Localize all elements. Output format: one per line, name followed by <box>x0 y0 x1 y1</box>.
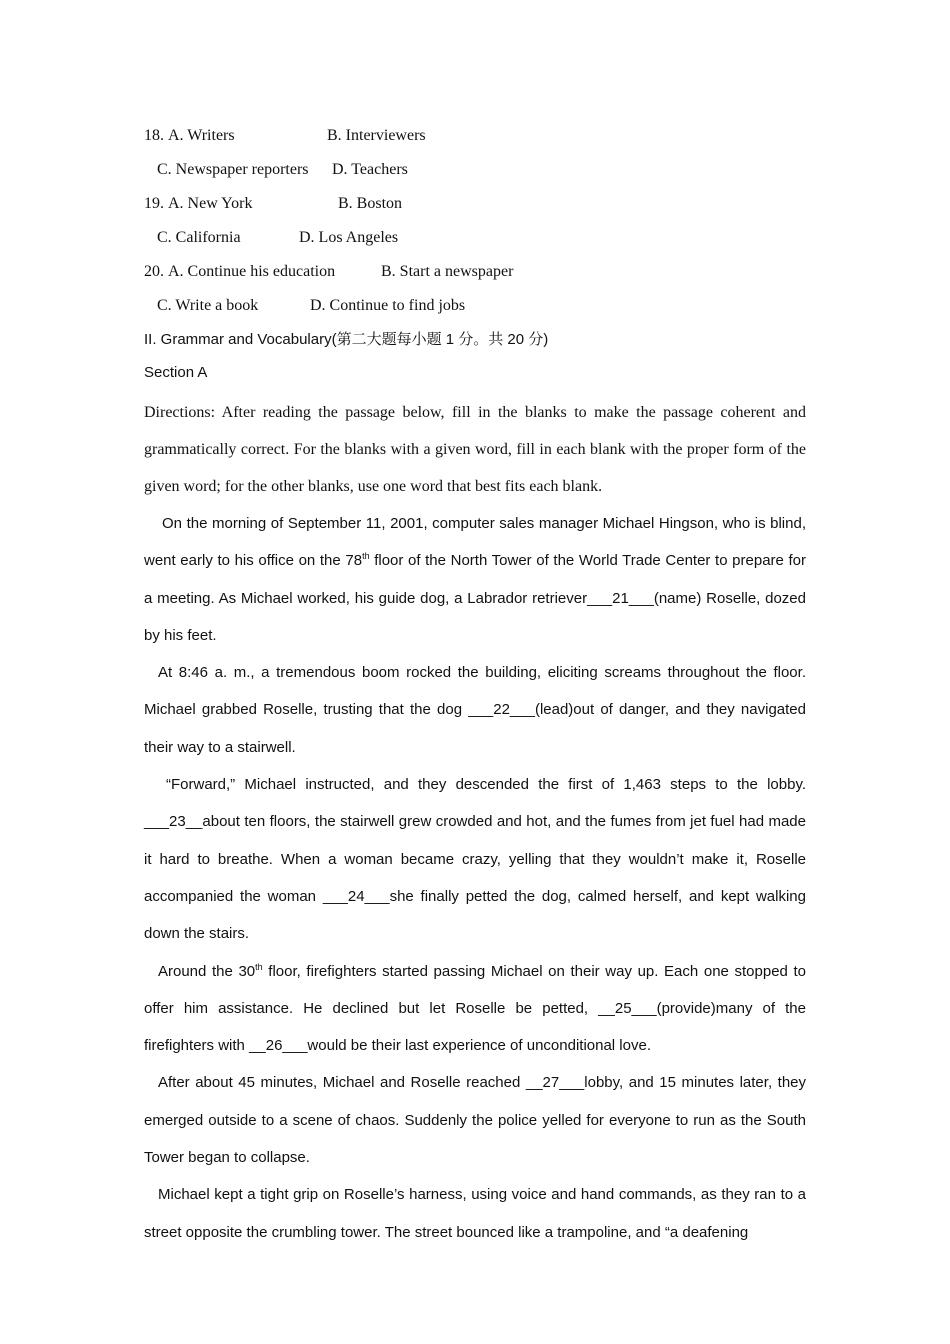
paragraph-4-text-b: floor, firefighters started passing Michael on their way up. Each one stopped to offer him assistance. He declined but let Roselle be petted, __25___(provide)many of the firefighters with __26___would be their last experience of unconditional love. <box>144 962 807 1055</box>
passage-paragraph-4 <box>144 953 806 1065</box>
question-18-option-a: A. Writers <box>168 127 235 144</box>
question-18-row-2 <box>144 158 806 192</box>
question-19-row-1 <box>144 192 806 226</box>
directions-text: Directions: After reading the passage below, fill in the blanks to make the passage coherent and grammatically correct. For the blanks with a given word, fill in each blank with the proper form of the given word; for the other blanks, use one word that best fits each blank. <box>144 404 806 495</box>
paragraph-4-superscript: th <box>255 961 263 972</box>
question-20-row-1 <box>144 260 806 294</box>
question-20-row-2 <box>144 294 806 328</box>
question-18-option-b: B. Interviewers <box>327 127 426 144</box>
question-19-number: 19. <box>144 195 164 212</box>
question-18-row-1 <box>144 124 806 158</box>
paragraph-1-text-b: floor of the North Tower of the World Trade Center to prepare for a meeting. As Michael worked, his guide dog, a Labrador retriever___21___(name) Roselle, dozed by his feet. <box>144 552 807 644</box>
question-20-option-c: C. Write a book <box>157 297 259 314</box>
question-19-row-2 <box>144 226 806 260</box>
passage-paragraph-3: “Forward,” Michael instructed, and they descended the first of 1,463 steps to the lobby. ___23__about ten floors, the stairwell grew crowded and hot, and the fumes from jet fuel had made it hard to breathe. When a woman became crazy, yelling that they wouldn’t make it, Roselle accompanied the woman ___24___she finally petted the dog, calmed herself, and kept walking down the stairs. <box>144 776 806 943</box>
question-19-option-c: C. California <box>157 229 241 246</box>
paragraph-1-superscript: th <box>362 551 370 562</box>
section-title: II. Grammar and Vocabulary(第二大题每小题 1 分。共 20 分) <box>144 331 549 348</box>
question-20-number: 20. <box>144 263 164 280</box>
passage-paragraph-2: At 8:46 a. m., a tremendous boom rocked the building, eliciting screams throughout the floor. Michael grabbed Roselle, trusting that the dog ___22___(lead)out of danger, and they navigated their way to a stairwell. <box>144 664 806 756</box>
document-page <box>144 124 806 1251</box>
question-20-option-d: D. Continue to find jobs <box>310 297 466 314</box>
question-20-option-b: B. Start a newspaper <box>381 263 514 280</box>
question-19-option-d: D. Los Angeles <box>299 229 399 246</box>
passage-paragraph-6: Michael kept a tight grip on Roselle’s harness, using voice and hand commands, as they ran to a street opposite the crumbling tower. The street bounced like a trampoline, and “a deafening <box>144 1186 806 1241</box>
paragraph-1-text-a: On the morning of September 11, 2001, computer sales manager Michael Hingson, who is blind, went early to his office on the 78 <box>144 515 806 570</box>
question-19-option-b: B. Boston <box>338 195 403 212</box>
paragraph-4-text-a: Around the 30 <box>158 962 256 980</box>
section-subtitle: Section A <box>144 364 208 381</box>
question-18-option-d: D. Teachers <box>332 161 408 178</box>
passage-paragraph-5: After about 45 minutes, Michael and Roselle reached __27___lobby, and 15 minutes later, they emerged outside to a scene of chaos. Suddenly the police yelled for everyone to run as the South Tower began to collapse. <box>144 1074 806 1167</box>
passage-paragraph-1 <box>144 505 806 654</box>
question-19-option-a: A. New York <box>168 195 253 212</box>
question-20-option-a: A. Continue his education <box>168 263 336 280</box>
question-18-option-c: C. Newspaper reporters <box>157 161 309 178</box>
question-18-number: 18. <box>144 127 164 144</box>
